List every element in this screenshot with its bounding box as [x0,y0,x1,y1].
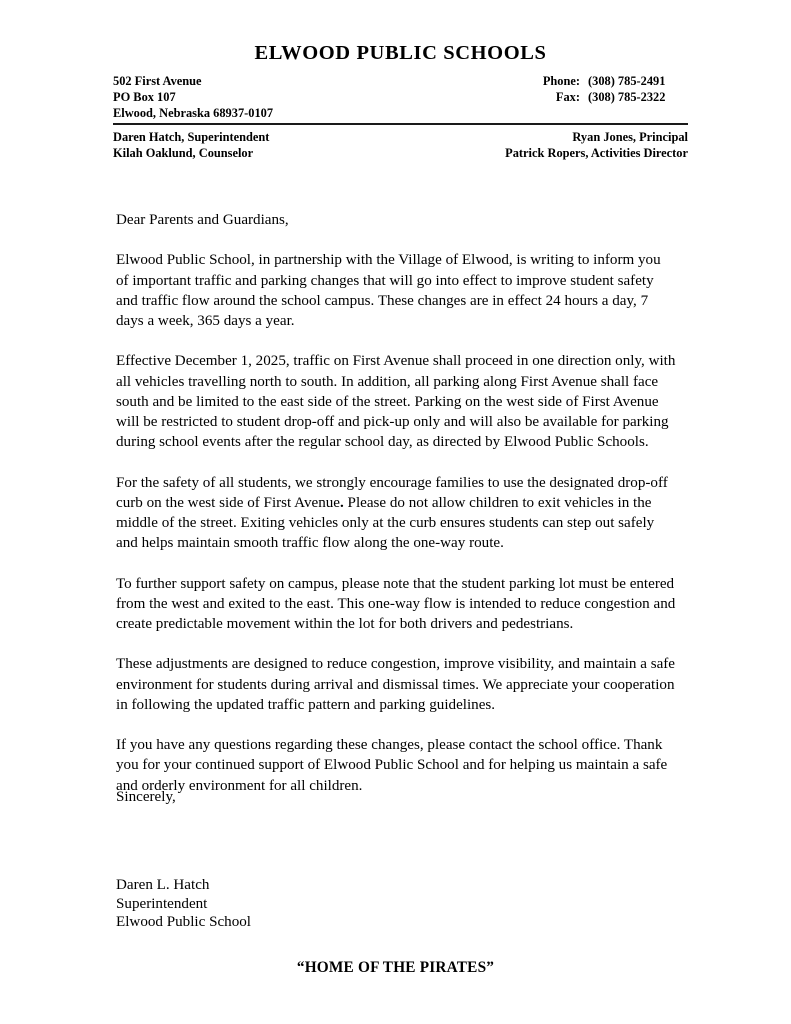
address-line-2: PO Box 107 [113,89,176,104]
paragraph-introduction: Elwood Public School, in partnership with the Village of Elwood, is writing to inform you of important traffic and parking changes that will go into effect to improve student safety and traffic flow around the school campus. These changes are in effect 24 hours a day, 7 days a week, 365 days a year. [116,252,661,329]
school-address-block [113,73,273,122]
address-line-3: Elwood, Nebraska 68937-0107 [113,105,274,120]
signature-name: Daren L. Hatch [116,877,210,893]
closing-salutation: Sincerely, [116,789,176,805]
letter-body [116,210,676,796]
staff-activities-director: Patrick Ropers, Activities Director [505,146,688,161]
staff-superintendent: Daren Hatch, Superintendent [113,130,270,144]
paragraph-adjustments-summary: These adjustments are designed to reduce congestion, improve visibility, and maintain a safe environment for students during arrival and dismissal times. We appreciate your cooperation in following the updated traffic pattern and parking guidelines. [116,656,676,713]
paragraph-effective-date: Effective December 1, 2025, traffic on First Avenue shall proceed in one direction only, with all vehicles travelling north to south. In addition, all parking along First Avenue shall face south and be limited to the east side of the street. Parking on the west side of First Avenue will be restricted to student drop-off and pick-up only and will also be available for parking during school events after the regular school day, as directed by Elwood Public Schools. [116,353,676,451]
paragraph-drop-off-curb [116,473,676,554]
letterhead-columns [113,73,688,122]
paragraph-drop-off-curb-part2: Please do not allow children to exit vehicles in the middle of the street. Exiting vehicles only at the curb ensures students can step out safely and helps maintain smooth traffic flow along the one-way route. [116,494,655,552]
staff-principal: Ryan Jones, Principal [572,130,688,144]
paragraph-drop-off-curb-emphasis-period: . [340,494,344,511]
signature-organization: Elwood Public School [116,914,252,931]
footer-motto: “HOME OF THE PIRATES” [296,959,495,976]
fax-number: (308) 785-2322 [588,89,666,104]
phone-label: Phone: [542,73,580,88]
signature-block [116,876,251,932]
paragraph-questions-contact: If you have any questions regarding these changes, please contact the school office. Thank you for your continued support of Elwood Public School and for helping us maintain a safe and orderly environment for all children. [116,737,668,794]
staff-left-column [113,129,269,162]
paragraph-drop-off-curb-part1: For the safety of all students, we strongly encourage families to use the designated drop-off curb on the west side of First Avenue [116,474,668,511]
fax-row [532,89,688,105]
letterhead-divider [113,123,688,125]
school-name-title: ELWOOD PUBLIC SCHOOLS [254,42,547,64]
signature-title: Superintendent [116,895,208,912]
staff-right-column [505,129,688,162]
phone-row [532,73,688,89]
staff-directory [113,129,688,162]
fax-label: Fax: [555,89,580,104]
letterhead [113,42,688,125]
salutation: Dear Parents and Guardians, [116,212,289,228]
school-contact-block [532,73,688,105]
phone-number: (308) 785-2491 [588,73,666,88]
address-line-1: 502 First Avenue [113,73,202,88]
paragraph-parking-lot-flow: To further support safety on campus, please note that the student parking lot must be entered from the west and exited to the east. This one-way flow is intended to reduce congestion and create predictable movement within the lot for both drivers and pedestrians. [116,575,676,632]
staff-counselor: Kilah Oaklund, Counselor [113,146,254,161]
